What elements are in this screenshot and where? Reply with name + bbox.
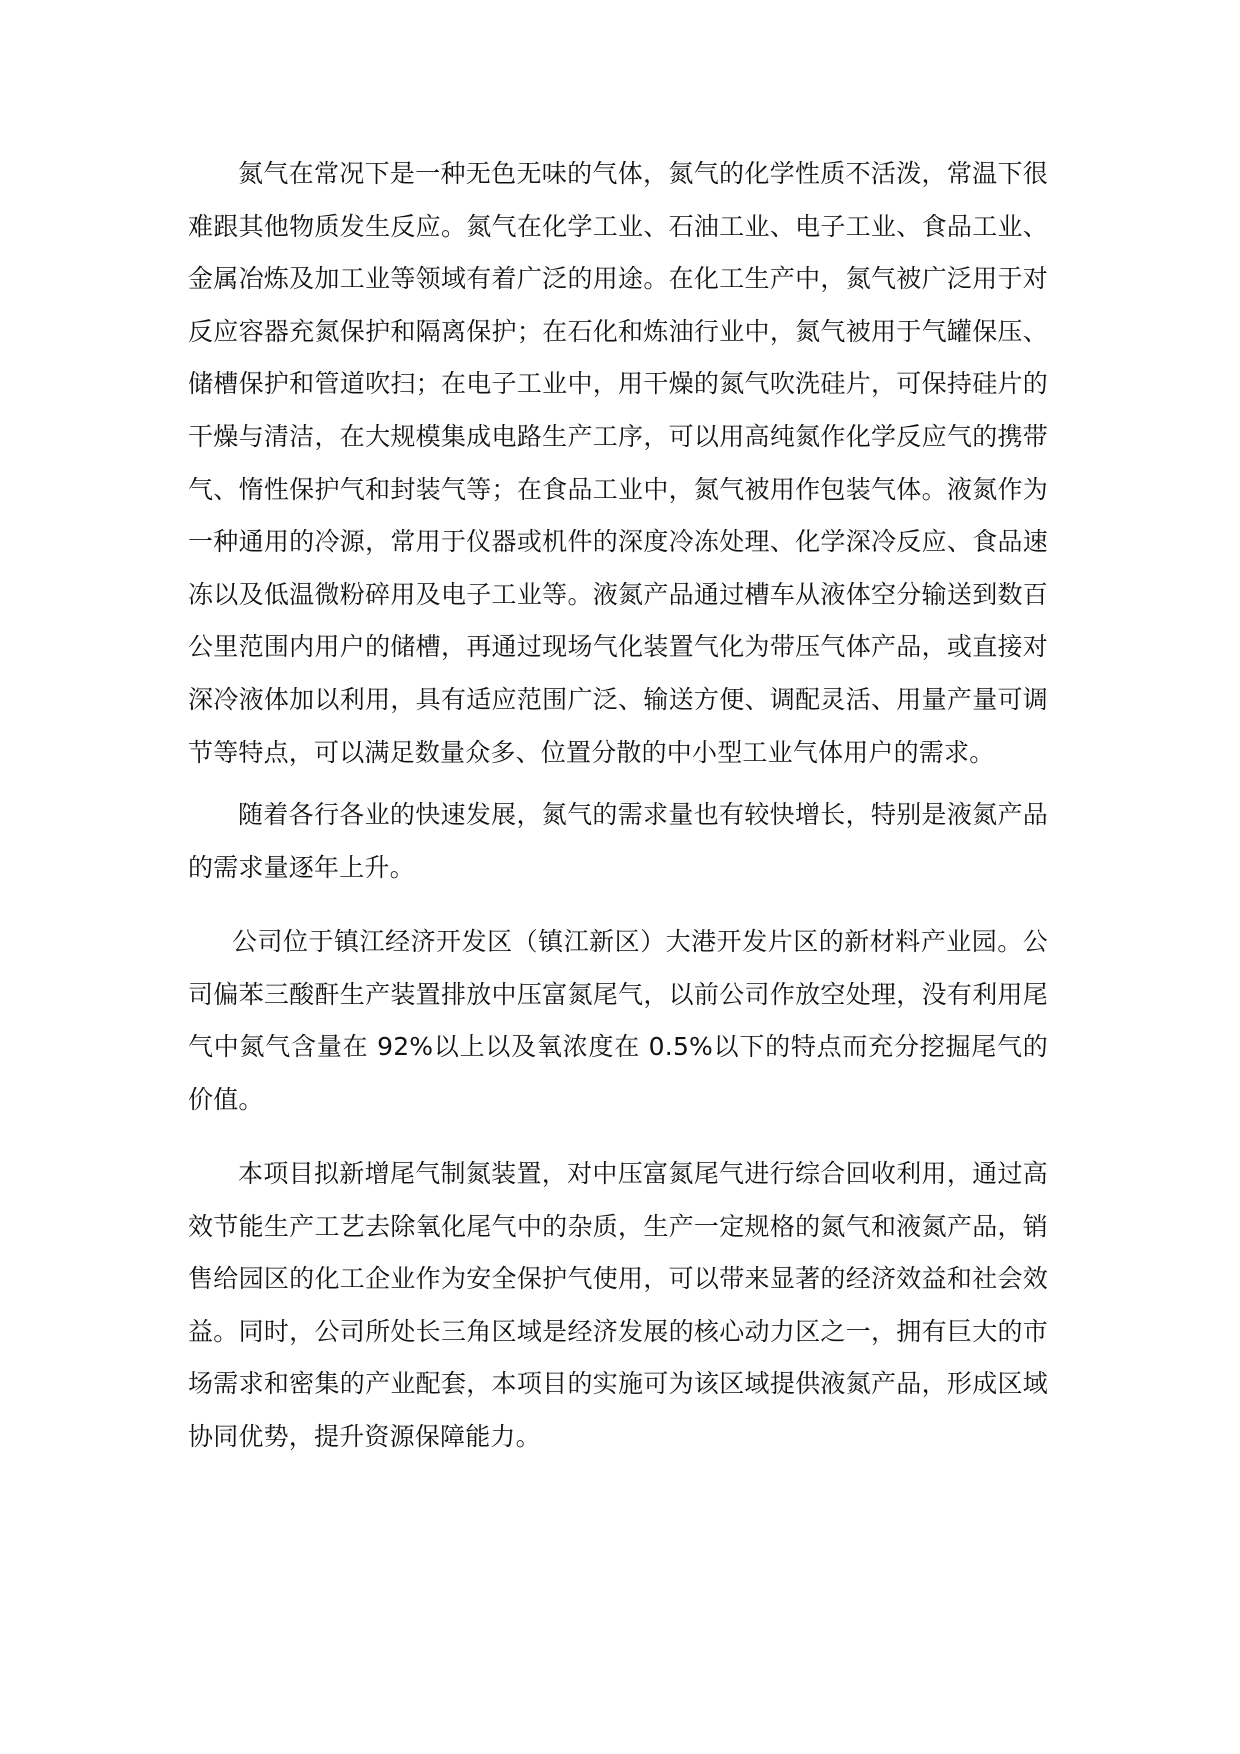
paragraph-demand-growth: 随着各行各业的快速发展，氮气的需求量也有较快增长，特别是液氮产品的需求量逐年上升。 xyxy=(188,800,1048,882)
paragraph-company-location: 公司位于镇江经济开发区（镇江新区）大港开发片区的新材料产业园。公司偏苯三酸酐生产装置排放中压富氮尾气，以前公司作放空处理，没有利用尾气中氮气含量在 92%以上以及氧浓度在 0.5%以下的特点而充分挖掘尾气的价值。 xyxy=(188,927,1048,1114)
paragraph-project-plan: 本项目拟新增尾气制氮装置，对中压富氮尾气进行综合回收利用，通过高效节能生产工艺去除氧化尾气中的杂质，生产一定规格的氮气和液氮产品，销售给园区的化工企业作为安全保护气使用，可以带来显著的经济效益和社会效益。同时，公司所处长三角区域是经济发展的核心动力区之一，拥有巨大的市场需求和密集的产业配套，本项目的实施可为该区域提供液氮产品，形成区域协同优势，提升资源保障能力。 xyxy=(188,1159,1048,1451)
paragraph-nitrogen-properties: 氮气在常况下是一种无色无味的气体，氮气的化学性质不活泼，常温下很难跟其他物质发生反应。氮气在化学工业、石油工业、电子工业、食品工业、金属冶炼及加工业等领域有着广泛的用途。在化工生产中，氮气被广泛用于对反应容器充氮保护和隔离保护；在石化和炼油行业中，氮气被用于气罐保压、储槽保护和管道吹扫；在电子工业中，用干燥的氮气吹洗硅片，可保持硅片的干燥与清洁，在大规模集成电路生产工序，可以用高纯氮作化学反应气的携带气、惰性保护气和封装气等；在食品工业中，氮气被用作包装气体。液氮作为一种通用的冷源，常用于仪器或机件的深度冷冻处理、化学深冷反应、食品速冻以及低温微粉碎用及电子工业等。液氮产品通过槽车从液体空分输送到数百公里范围内用户的储槽，再通过现场气化装置气化为带压气体产品，或直接对深冷液体加以利用，具有适应范围广泛、输送方便、调配灵活、用量产量可调节等特点，可以满足数量众多、位置分散的中小型工业气体用户的需求。 xyxy=(188,159,1048,767)
